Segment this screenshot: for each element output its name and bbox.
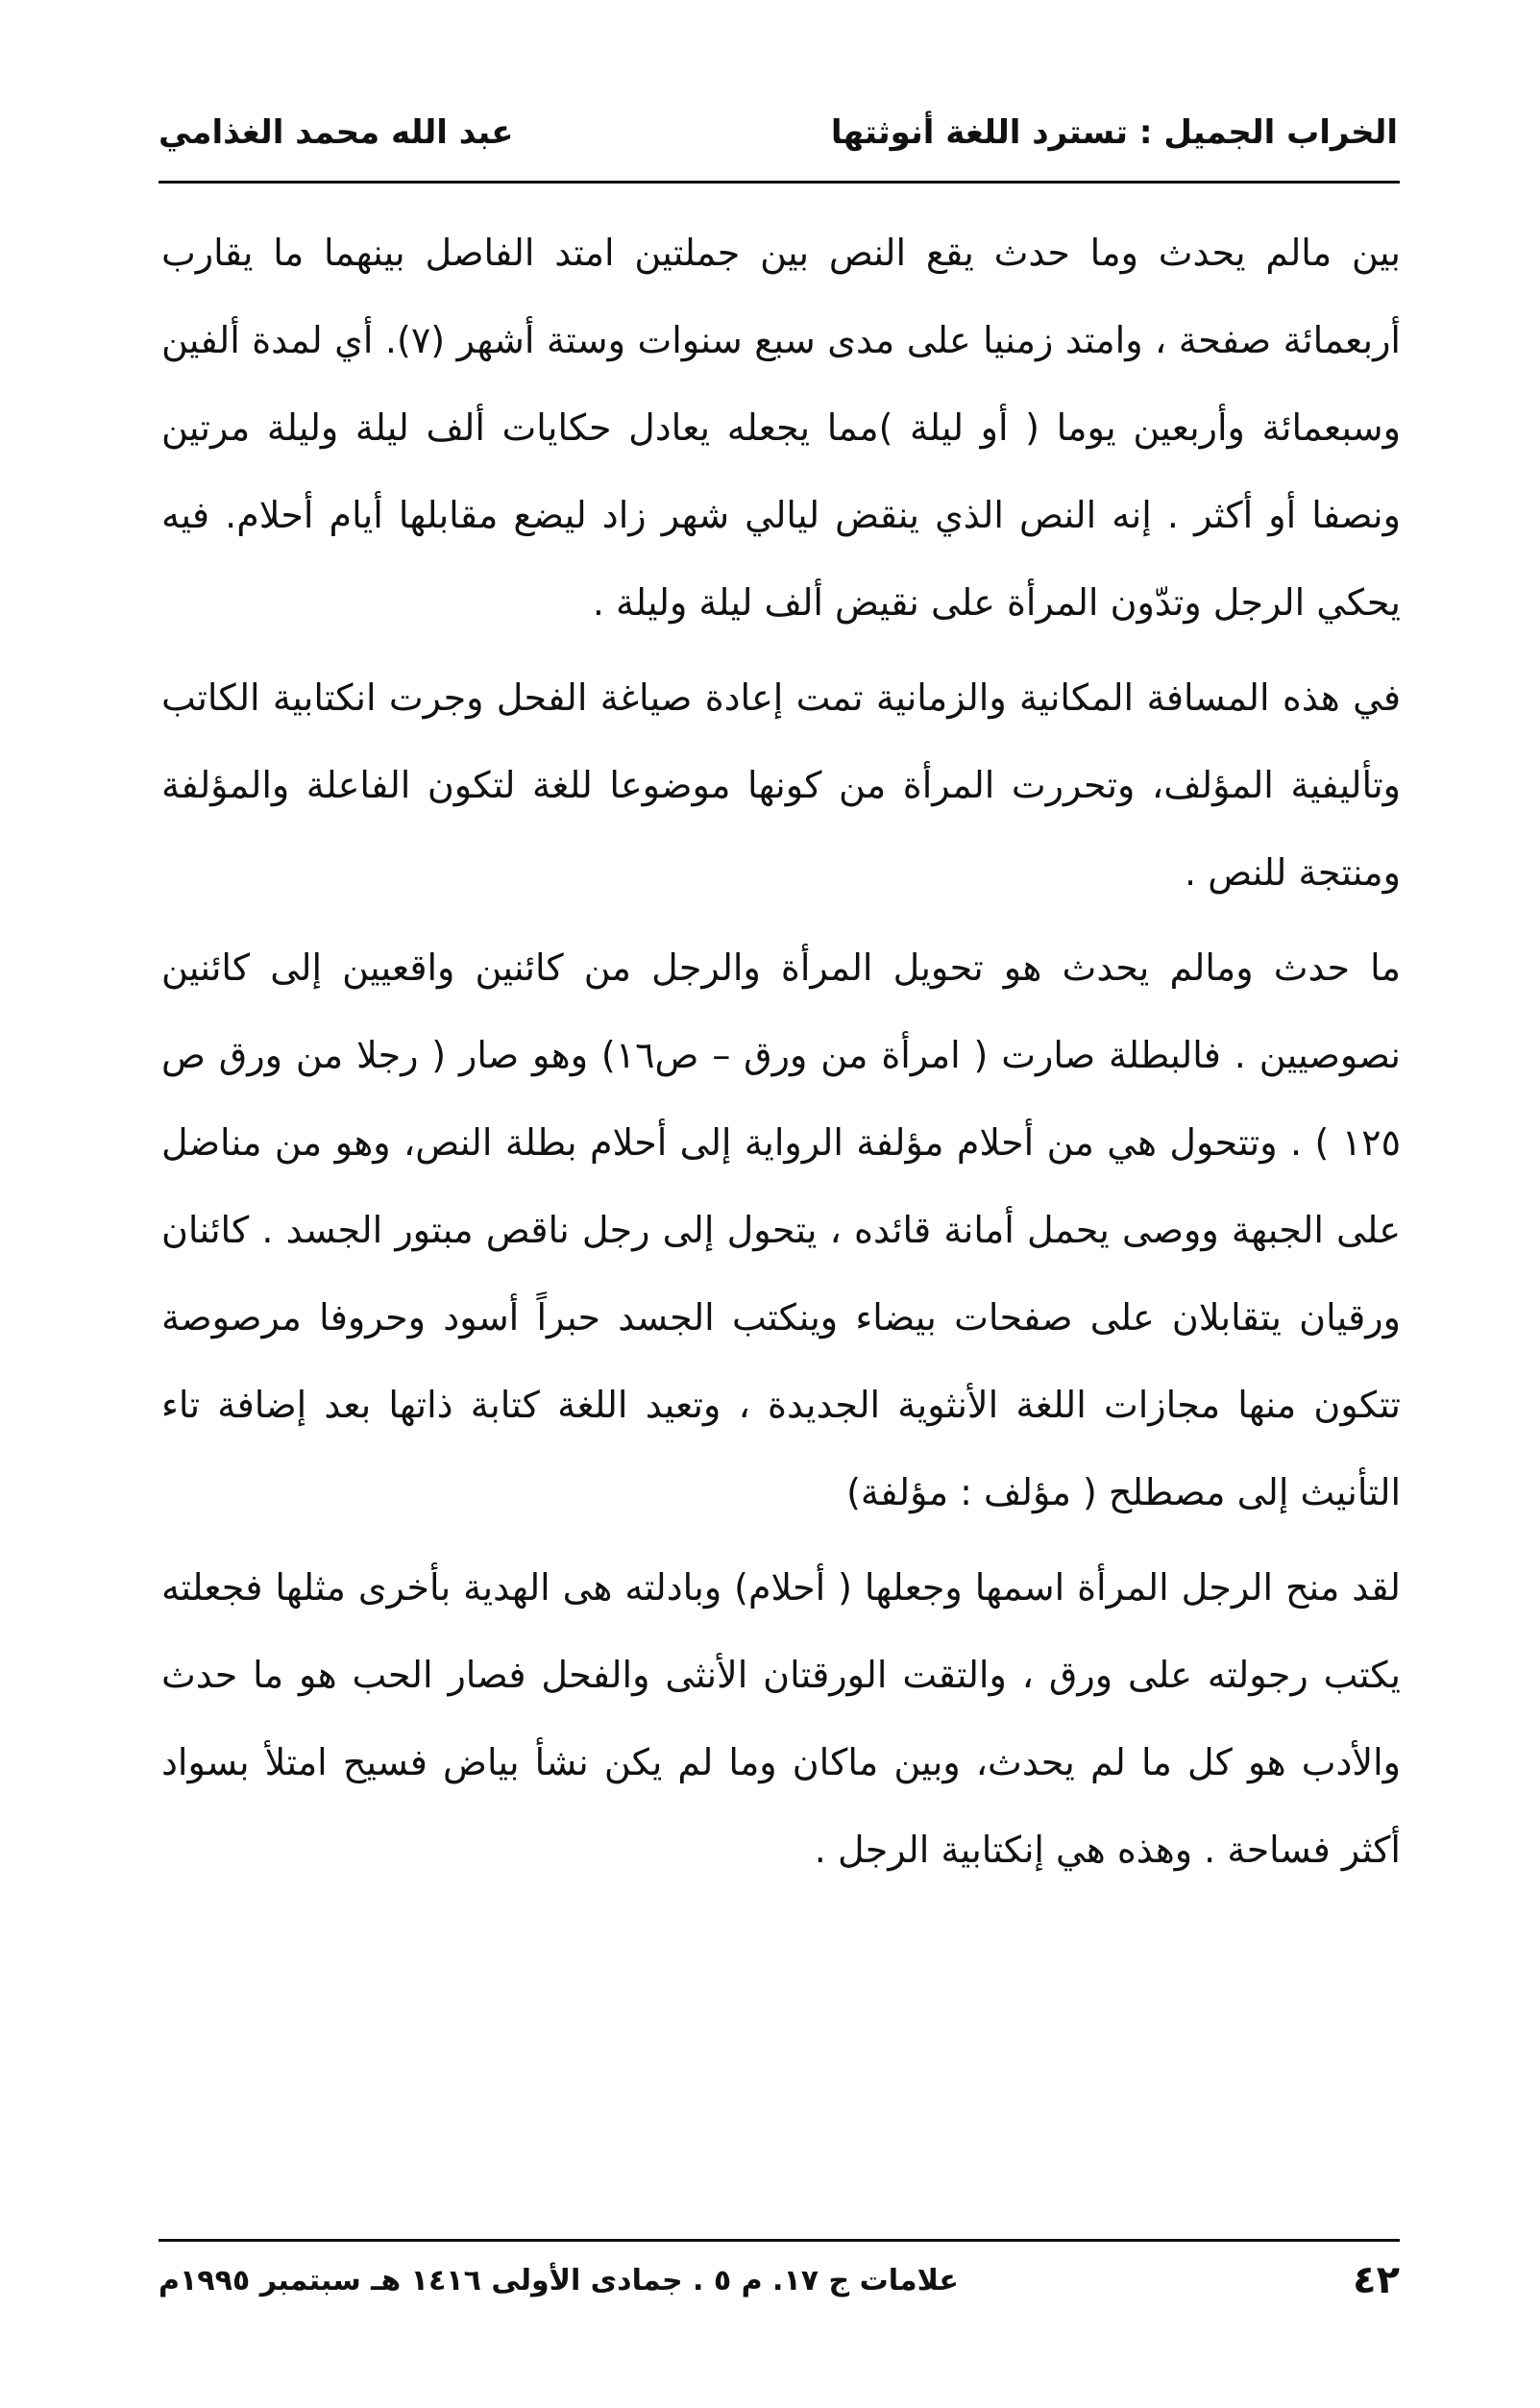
paragraph-2: في هذه المسافة المكانية والزمانية تمت إعادة صياغة الفحل وجرت انكتابية الكاتب وتأليفية المؤلف، وتحررت المرأة من كونها موضوعا للغة لتكون الفاعلة والمؤلفة ومنتجة للنص . [161,676,1401,894]
header-author: عبد الله محمد الغذامي [159,113,514,152]
page-number: ٤٢ [1353,2258,1400,2302]
paragraph-4: لقد منح الرجل المرأة اسمها وجعلها ( أحلام) وبادلته هى الهدية بأخرى مثلها فجعلته يكتب رجولته على ورق ، والتقت الورقتان الأنثى والفحل فصار الحب هو ما حدث والأدب هو كل ما لم يحدث، وبين ماكان وما لم يكن نشأ بياض فسيح امتلأ بسواد أكثر فساحة . وهذه هي إنكتابية الرجل . [161,1566,1401,1871]
header-title: الخراب الجميل : تسترد اللغة أنوثتها [830,113,1398,152]
header-divider [159,181,1400,184]
body-text [161,209,1401,1902]
running-header [159,113,1398,171]
paragraph-3: ما حدث ومالم يحدث هو تحويل المرأة والرجل من كائنين واقعيين إلى كائنين نصوصيين . فالبطلة صارت ( امرأة من ورق – ص١٦) وهو صار ( رجلا من ورق ص ١٢٥ ) . وتتحول هي من أحلام مؤلفة الرواية إلى أحلام بطلة النص، وهو من مناضل على الجبهة ووصى يحمل أمانة قائده ، يتحول إلى رجل ناقص مبتور الجسد . كائنان ورقيان يتقابلان على صفحات بيضاء وينكتب الجسد حبراً أسود وحروفا مرصوصة تتكون منها مجازات اللغة الأنثوية الجديدة ، وتعيد اللغة كتابة ذاتها بعد إضافة تاء التأنيث إلى مصطلح ( مؤلف : مؤلفة) [161,946,1401,1513]
page-footer [159,2258,1400,2322]
footer-divider [159,2239,1400,2242]
paragraph-1: بين مالم يحدث وما حدث يقع النص بين جملتين امتد الفاصل بينهما ما يقارب أربعمائة صفحة ، وامتد زمنيا على مدى سبع سنوات وستة أشهر (٧). أي لمدة ألفين وسبعمائة وأربعين يوما ( أو ليلة )مما يجعله يعادل حكايات ألف ليلة وليلة مرتين ونصفا أو أكثر . إنه النص الذي ينقض ليالي شهر زاد ليضع مقابلها أيام أحلام. فيه يحكي الرجل وتدّون المرأة على نقيض ألف ليلة وليلة . [161,232,1401,624]
journal-info: علامات ج ١٧. م ٥ . جمادى الأولى ١٤١٦ هـ سبتمبر ١٩٩٥م [159,2264,959,2297]
